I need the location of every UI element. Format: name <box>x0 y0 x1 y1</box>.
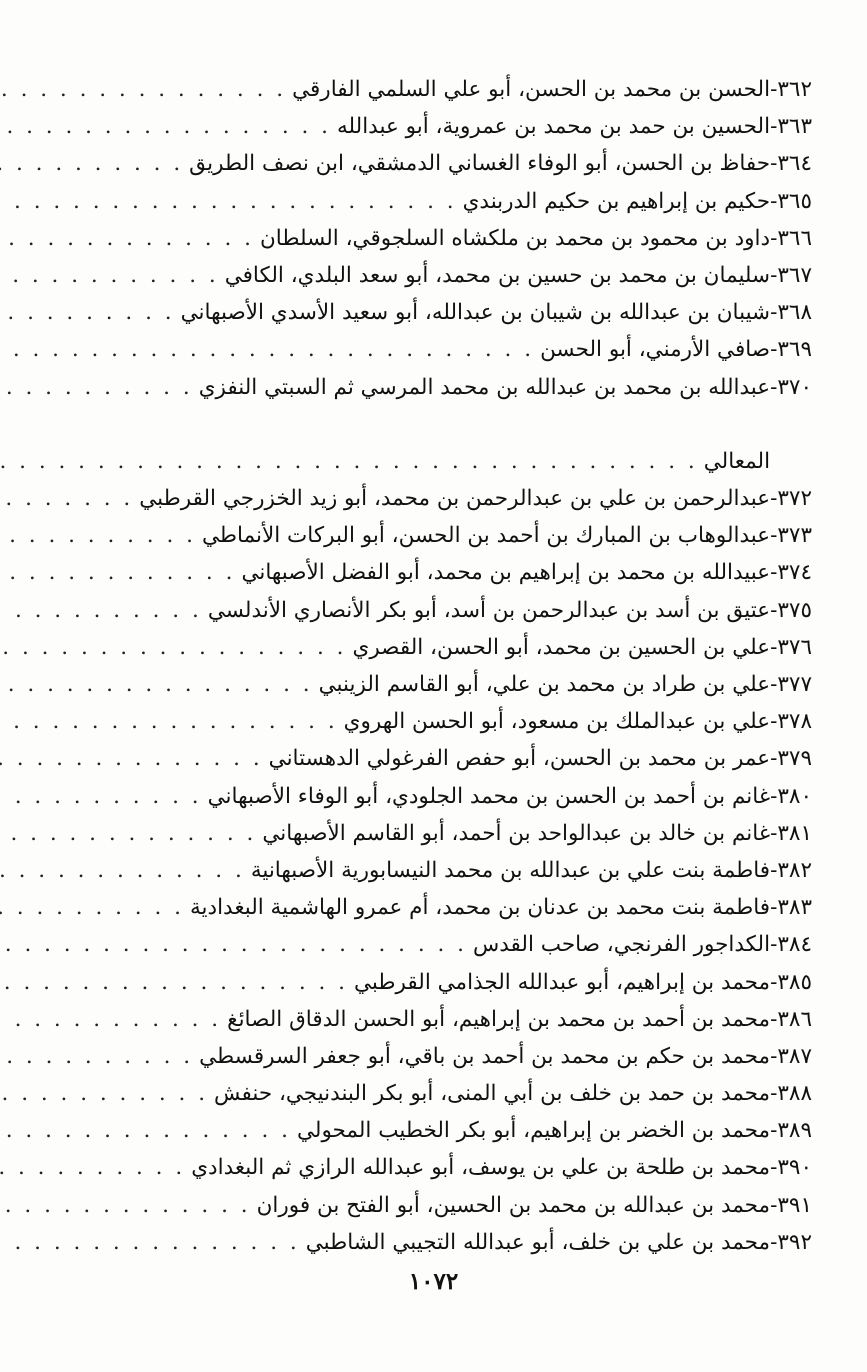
toc-entry <box>34 852 812 889</box>
dot-leader <box>0 480 133 517</box>
entry-number: ٣٨٥- <box>770 969 812 995</box>
dot-leader <box>0 183 457 220</box>
dot-leader <box>0 220 254 257</box>
toc-entry <box>34 257 812 294</box>
entry-number: ٣٧٨- <box>770 709 812 735</box>
entry-number: ٣٧٧- <box>770 672 812 697</box>
entry-title: محمد بن الخضر بن إبراهيم، أبو بكر الخطيب المحولي <box>296 1118 771 1144</box>
dot-leader <box>0 257 219 294</box>
dot-leader <box>0 815 256 852</box>
entry-title: عبدالله بن محمد بن عبدالله بن محمد المرسي ثم السبتي النفزي <box>198 374 771 400</box>
dot-leader <box>0 331 534 368</box>
dot-leader <box>0 294 175 331</box>
entry-number: ٣٨٠- <box>770 783 812 809</box>
entry-title: حفاظ بن الحسن، أبو الوفاء الغساني الدمشقي، ابن نصف الطريق <box>189 151 771 177</box>
toc-entry <box>34 369 812 406</box>
entry-title: عمر بن محمد بن الحسن، أبو حفص الفرغولي الدهستاني <box>268 746 771 772</box>
entry-number: ٣٦٤- <box>770 151 812 177</box>
dot-leader <box>0 1112 291 1149</box>
page-number: ١٠٧٢ <box>408 1268 459 1295</box>
toc-entry <box>34 629 812 666</box>
entry-title: حكيم بن إبراهيم بن حكيم الدربندي <box>462 188 771 214</box>
entry-title: غانم بن أحمد بن الحسن بن محمد الجلودي، أبو الوفاء الأصبهاني <box>207 783 771 809</box>
entry-title: غانم بن خالد بن عبدالواحد بن أحمد، أبو القاسم الأصبهاني <box>262 820 771 846</box>
toc-entry <box>34 1038 812 1075</box>
entry-number: ٣٨٧- <box>770 1043 812 1069</box>
toc-entry <box>34 1224 812 1261</box>
entry-title: داود بن محمود بن محمد بن ملكشاه السلجوقي، السلطان <box>259 225 771 251</box>
entry-number: ٣٦٣- <box>770 114 812 140</box>
entry-title: عتيق بن أسد بن عبدالرحمن بن أسد، أبو بكر الأنصاري الأندلسي <box>207 597 771 623</box>
entry-number: ٣٧٢- <box>770 486 812 512</box>
entry-title: عبدالرحمن بن علي بن عبدالرحمن بن محمد، أبو زيد الخزرجي القرطبي <box>139 486 771 512</box>
toc-entry <box>34 294 812 331</box>
dot-leader <box>0 1224 300 1261</box>
dot-leader <box>0 71 286 108</box>
toc-entry <box>34 145 812 182</box>
entry-number: ٣٩١- <box>770 1192 812 1218</box>
entry-number: ٣٧٦- <box>770 634 812 660</box>
entry-title: شيبان بن عبدالله بن شيبان بن عبدالله، أبو سعيد الأسدي الأصبهاني <box>180 300 771 326</box>
toc-entry <box>34 778 812 815</box>
toc-entry <box>34 815 812 852</box>
entry-number: ٣٦٧- <box>770 262 812 288</box>
dot-leader <box>0 1038 193 1075</box>
dot-leader <box>0 778 202 815</box>
toc-entry <box>34 703 812 740</box>
dot-leader <box>0 443 698 480</box>
dot-leader <box>0 740 263 777</box>
dot-leader <box>0 369 193 406</box>
entry-title: عبدالوهاب بن المبارك بن أحمد بن الحسن، أبو البركات الأنماطي <box>201 523 771 549</box>
entry-title: محمد بن علي بن خلف، أبو عبدالله التجيبي الشاطبي <box>305 1229 771 1255</box>
entry-title: محمد بن أحمد بن محمد بن إبراهيم، أبو الحسن الدقاق الصائغ <box>227 1006 771 1032</box>
entry-title: سليمان بن محمد بن حسين بن محمد، أبو سعد البلدي، الكافي <box>224 262 771 288</box>
entry-number: ٣٦٦- <box>770 225 812 251</box>
toc-entry <box>34 1149 812 1186</box>
entry-title: الحسين بن حمد بن محمد بن عمروية، أبو عبدالله <box>337 114 771 140</box>
toc-entry <box>34 1075 812 1112</box>
entry-number: ٣٨٤- <box>770 932 812 958</box>
toc-entry <box>34 331 812 368</box>
toc-entry <box>34 183 812 220</box>
toc-entry <box>34 889 812 926</box>
dot-leader <box>0 517 196 554</box>
dot-leader <box>0 108 331 145</box>
entry-title: محمد بن حكم بن محمد بن أحمد بن باقي، أبو جعفر السرقسطي <box>199 1043 771 1069</box>
entry-number: ٣٦٨- <box>770 300 812 326</box>
entry-number: ٣٦٢- <box>770 77 812 102</box>
dot-leader <box>0 666 313 703</box>
entry-title-continued: المعالي <box>703 448 771 474</box>
entry-title: علي بن عبدالملك بن مسعود، أبو الحسن الهروي <box>343 709 771 735</box>
entry-title: عبيدالله بن محمد بن إبراهيم بن محمد، أبو الفضل الأصبهاني <box>241 560 771 586</box>
dot-leader <box>0 852 245 889</box>
entry-number: ٣٦٥- <box>770 188 812 214</box>
toc-entry <box>34 592 812 629</box>
dot-leader <box>0 554 235 591</box>
entry-number: ٣٦٩- <box>770 337 812 363</box>
entry-title: فاطمة بنت علي بن عبدالله بن محمد النيسابورية الأصبهانية <box>250 857 771 883</box>
entry-number: ٣٧٣- <box>770 523 812 549</box>
toc-entry <box>34 1187 812 1224</box>
toc-entry <box>34 1001 812 1038</box>
toc-entry <box>34 740 812 777</box>
entry-number: ٣٩٢- <box>770 1229 812 1255</box>
entry-number: ٣٨١- <box>770 820 812 846</box>
dot-leader <box>0 629 346 666</box>
toc-entry <box>34 71 812 108</box>
entry-number: ٣٨٢- <box>770 857 812 883</box>
toc-entry <box>34 406 812 480</box>
toc-entry <box>34 220 812 257</box>
entry-number: ٣٨٦- <box>770 1006 812 1032</box>
entry-title: محمد بن طلحة بن علي بن يوسف، أبو عبدالله الرازي ثم البغدادي <box>191 1155 771 1181</box>
entry-title: محمد بن حمد بن خلف بن أبي المنى، أبو بكر البندنيجي، حنفش <box>214 1081 771 1107</box>
toc-entry <box>34 926 812 963</box>
dot-leader <box>0 1187 251 1224</box>
entry-title: محمد بن إبراهيم، أبو عبدالله الجذامي القرطبي <box>354 969 771 995</box>
entry-title: فاطمة بنت محمد بن عدنان بن محمد، أم عمرو الهاشمية البغدادية <box>189 895 771 921</box>
toc-entry <box>34 964 812 1001</box>
dot-leader <box>0 926 467 963</box>
entry-title: علي بن طراد بن محمد بن علي، أبو القاسم الزينبي <box>318 672 771 697</box>
dot-leader <box>0 889 184 926</box>
entry-number: ٣٧٠- <box>770 374 812 400</box>
entry-number: ٣٧٤- <box>770 560 812 586</box>
entry-number: ٣٩٠- <box>770 1155 812 1181</box>
entry-number: ٣٨٣- <box>770 895 812 921</box>
toc-entry <box>34 517 812 554</box>
entry-title: محمد بن عبدالله بن محمد بن الحسين، أبو الفتح بن فوران <box>256 1192 771 1218</box>
dot-leader <box>0 1075 208 1112</box>
dot-leader <box>0 1001 221 1038</box>
entry-number: ٣٨٨- <box>770 1081 812 1107</box>
dot-leader <box>0 964 348 1001</box>
entry-number: ٣٧٩- <box>770 746 812 772</box>
toc-entry <box>34 1112 812 1149</box>
entry-number: ٣٧٥- <box>770 597 812 623</box>
entry-title: الحسن بن محمد بن الحسن، أبو علي السلمي الفارقي <box>292 77 771 102</box>
entry-title: علي بن الحسين بن محمد، أبو الحسن، القصري <box>352 634 771 660</box>
dot-leader <box>0 592 202 629</box>
dot-leader <box>0 703 338 740</box>
toc-entry <box>34 666 812 703</box>
toc-entry <box>34 554 812 591</box>
dot-leader <box>0 145 183 182</box>
entry-number: ٣٨٩- <box>770 1118 812 1144</box>
entry-title: صافي الأرمني، أبو الحسن <box>540 337 771 363</box>
dot-leader <box>0 1149 185 1186</box>
toc-entry <box>34 108 812 145</box>
table-of-contents <box>34 71 812 1261</box>
toc-entry <box>34 480 812 517</box>
entry-title: الكداجور الفرنجي، صاحب القدس <box>473 932 771 958</box>
